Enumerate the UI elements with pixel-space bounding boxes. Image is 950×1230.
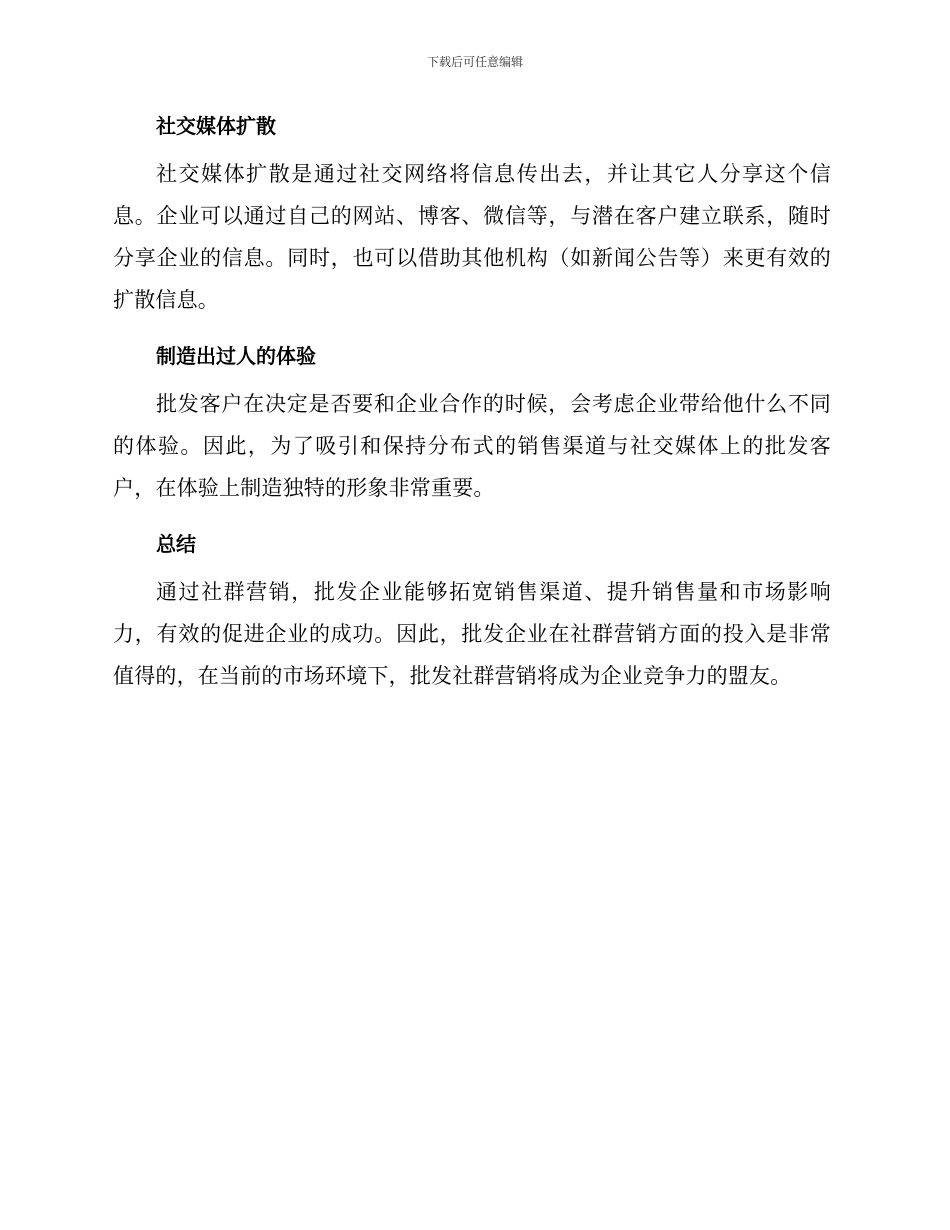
- section-paragraph: 批发客户在决定是否要和企业合作的时候，会考虑企业带给他什么不同的体验。因此，为了吸引和保持分布式的销售渠道与社交媒体上的批发客户，在体验上制造独特的形象非常重要。: [113, 392, 831, 500]
- document-content: [113, 108, 831, 714]
- section-social-media-spread: [113, 108, 831, 321]
- section-heading: 总结: [156, 532, 196, 556]
- section-heading: 社交媒体扩散: [156, 114, 276, 138]
- section-heading: 制造出过人的体验: [156, 344, 316, 368]
- page-header: 下载后可任意编辑: [426, 55, 523, 69]
- section-summary: [113, 526, 831, 697]
- section-paragraph: 通过社群营销，批发企业能够拓宽销售渠道、提升销售量和市场影响力，有效的促进企业的成功。因此，批发企业在社群营销方面的投入是非常值得的，在当前的市场环境下，批发社群营销将成为企业竞争力的盟友。: [113, 580, 831, 688]
- section-experience: [113, 338, 831, 509]
- section-paragraph: 社交媒体扩散是通过社交网络将信息传出去，并让其它人分享这个信息。企业可以通过自己的网站、博客、微信等，与潜在客户建立联系，随时分享企业的信息。同时，也可以借助其他机构（如新闻公告等）来更有效的扩散信息。: [113, 162, 831, 312]
